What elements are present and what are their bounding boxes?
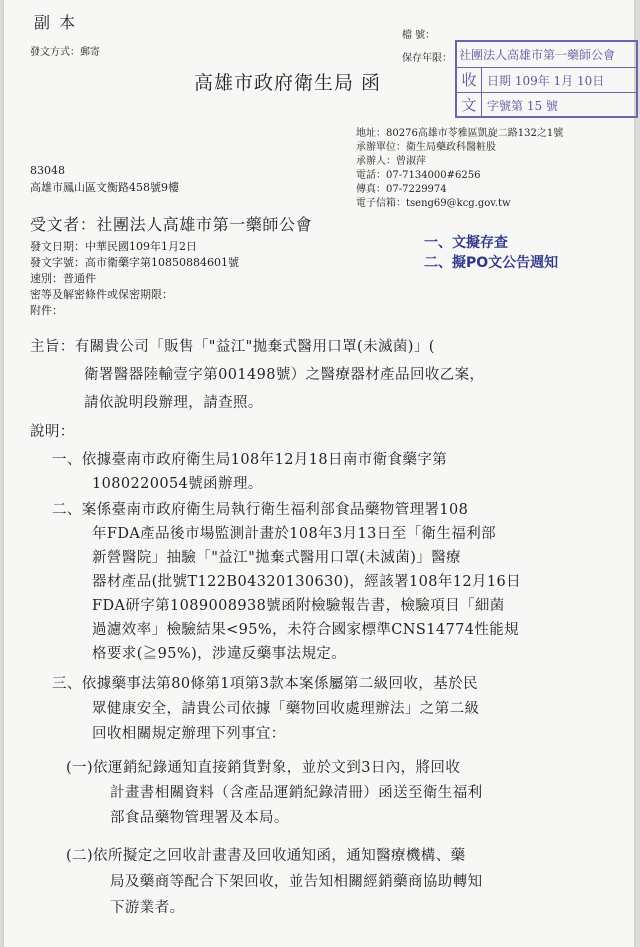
issue-number: 發文字號：高市衛藥字第10850884601號 <box>30 256 239 269</box>
item-3-line-2: 眾健康安全，請貴公司依據「藥物回收處理辦法」之第二級 <box>92 701 480 717</box>
subitem-2-line-3: 下游業者。 <box>110 900 185 916</box>
recipient-line: 受文者：社團法人高雄市第一藥師公會 <box>30 215 313 234</box>
subject-line-2: 衛署醫器陸輸壹字第001498號）之醫療器材產品回收乙案， <box>84 367 485 383</box>
handwritten-note-2: 二、擬PO文公告週知 <box>424 255 559 271</box>
subitem-1-line-3: 部食品藥物管理署及本局。 <box>110 810 289 826</box>
item-2-line-5: FDA研字第1089008938號函附檢驗報告書，檢驗項目「細菌 <box>92 598 505 614</box>
item-2-line-4: 器材產品(批號T122B04320130630)，經該署108年12月16日 <box>92 574 522 590</box>
issue-date: 發文日期：中華民國109年1月2日 <box>30 240 197 253</box>
stamp-doc-label: 文 <box>457 93 482 118</box>
receipt-stamp <box>455 40 638 118</box>
stamp-recv-date: 日期 109年 1月 10日 <box>487 74 605 88</box>
item-2-line-3: 新營醫院」抽驗「"益江"拋棄式醫用口罩(未滅菌)」醫療 <box>92 550 461 566</box>
delivery-speed: 速別：普通件 <box>30 272 96 285</box>
sender-email: 電子信箱：tseng69@kcg.gov.tw <box>356 198 511 209</box>
sender-unit: 承辦單位：衛生局藥政科醫粧股 <box>356 142 496 153</box>
send-method: 發文方式：郵寄 <box>30 47 100 58</box>
subitem-1-line-1: (一)依運銷紀錄通知直接銷貨對象，並於文到3日內，將回收 <box>66 760 461 776</box>
copy-mark: 副 本 <box>34 13 78 32</box>
stamp-doc-number: 字號第 15 號 <box>487 99 558 113</box>
stamp-recv-label: 收 <box>457 68 482 93</box>
sender-phone: 電話：07-7134000#6256 <box>356 170 481 181</box>
item-2-line-6: 過濾效率」檢驗結果<95%，未符合國家標準CNS14774性能規 <box>92 622 520 638</box>
subject-line-1: 主旨：有關貴公司「販售「"益江"拋棄式醫用口罩(未滅菌)」( <box>30 339 435 355</box>
sender-fax: 傳真：07-7229974 <box>356 184 447 195</box>
item-2-line-1: 二、案係臺南市政府衛生局執行衛生福利部食品藥物管理署108 <box>52 502 469 518</box>
item-2-line-7: 格要求(≧95%)，涉違反藥事法規定。 <box>92 646 347 662</box>
retention-label: 保存年限： <box>402 53 452 64</box>
item-2-line-2: 年FDA產品後市場監測計畫於108年3月13日至「衛生福利部 <box>92 526 497 542</box>
sender-address: 地址：80276高雄市苓雅區凱旋二路132之1號 <box>356 128 564 139</box>
subitem-1-line-2: 計畫書相關資料（含產品運銷紀錄清冊）函送至衛生福利 <box>110 785 483 801</box>
handwritten-note-1: 一、文擬存查 <box>424 235 508 251</box>
item-3-line-1: 三、依據藥事法第80條第1項第3款本案係屬第二級回收，基於民 <box>52 676 478 692</box>
subject-line-3: 請依說明段辦理，請查照。 <box>84 395 263 411</box>
receiver-postcode: 83048 <box>30 164 65 177</box>
item-1-line-1: 一、依據臺南市政府衛生局108年12月18日南市衛食藥字第 <box>52 452 448 468</box>
sender-person: 承辦人：曾淑萍 <box>356 156 426 167</box>
receiver-address: 高雄市鳳山區文衡路458號9樓 <box>30 181 179 194</box>
item-3-line-3: 回收相關規定辦理下列事宜： <box>92 726 286 742</box>
explanation-label: 說明： <box>30 424 75 440</box>
secrecy-level: 密等及解密條件或保密期限： <box>30 288 173 301</box>
item-1-line-2: 1080220054號函辦理。 <box>92 476 263 492</box>
file-number-label: 檔 號： <box>402 30 436 41</box>
attachment-label: 附件： <box>30 304 63 317</box>
stamp-org: 社團法人高雄市第一藥師公會 <box>459 48 616 62</box>
subitem-2-line-1: (二)依所擬定之回收計畫書及回收通知函，通知醫療機構、藥 <box>66 848 466 864</box>
subitem-2-line-2: 局及藥商等配合下架回收，並告知相關經銷藥商協助轉知 <box>110 874 483 890</box>
document-title: 高雄市政府衛生局 函 <box>194 72 382 94</box>
document-page <box>4 0 634 947</box>
